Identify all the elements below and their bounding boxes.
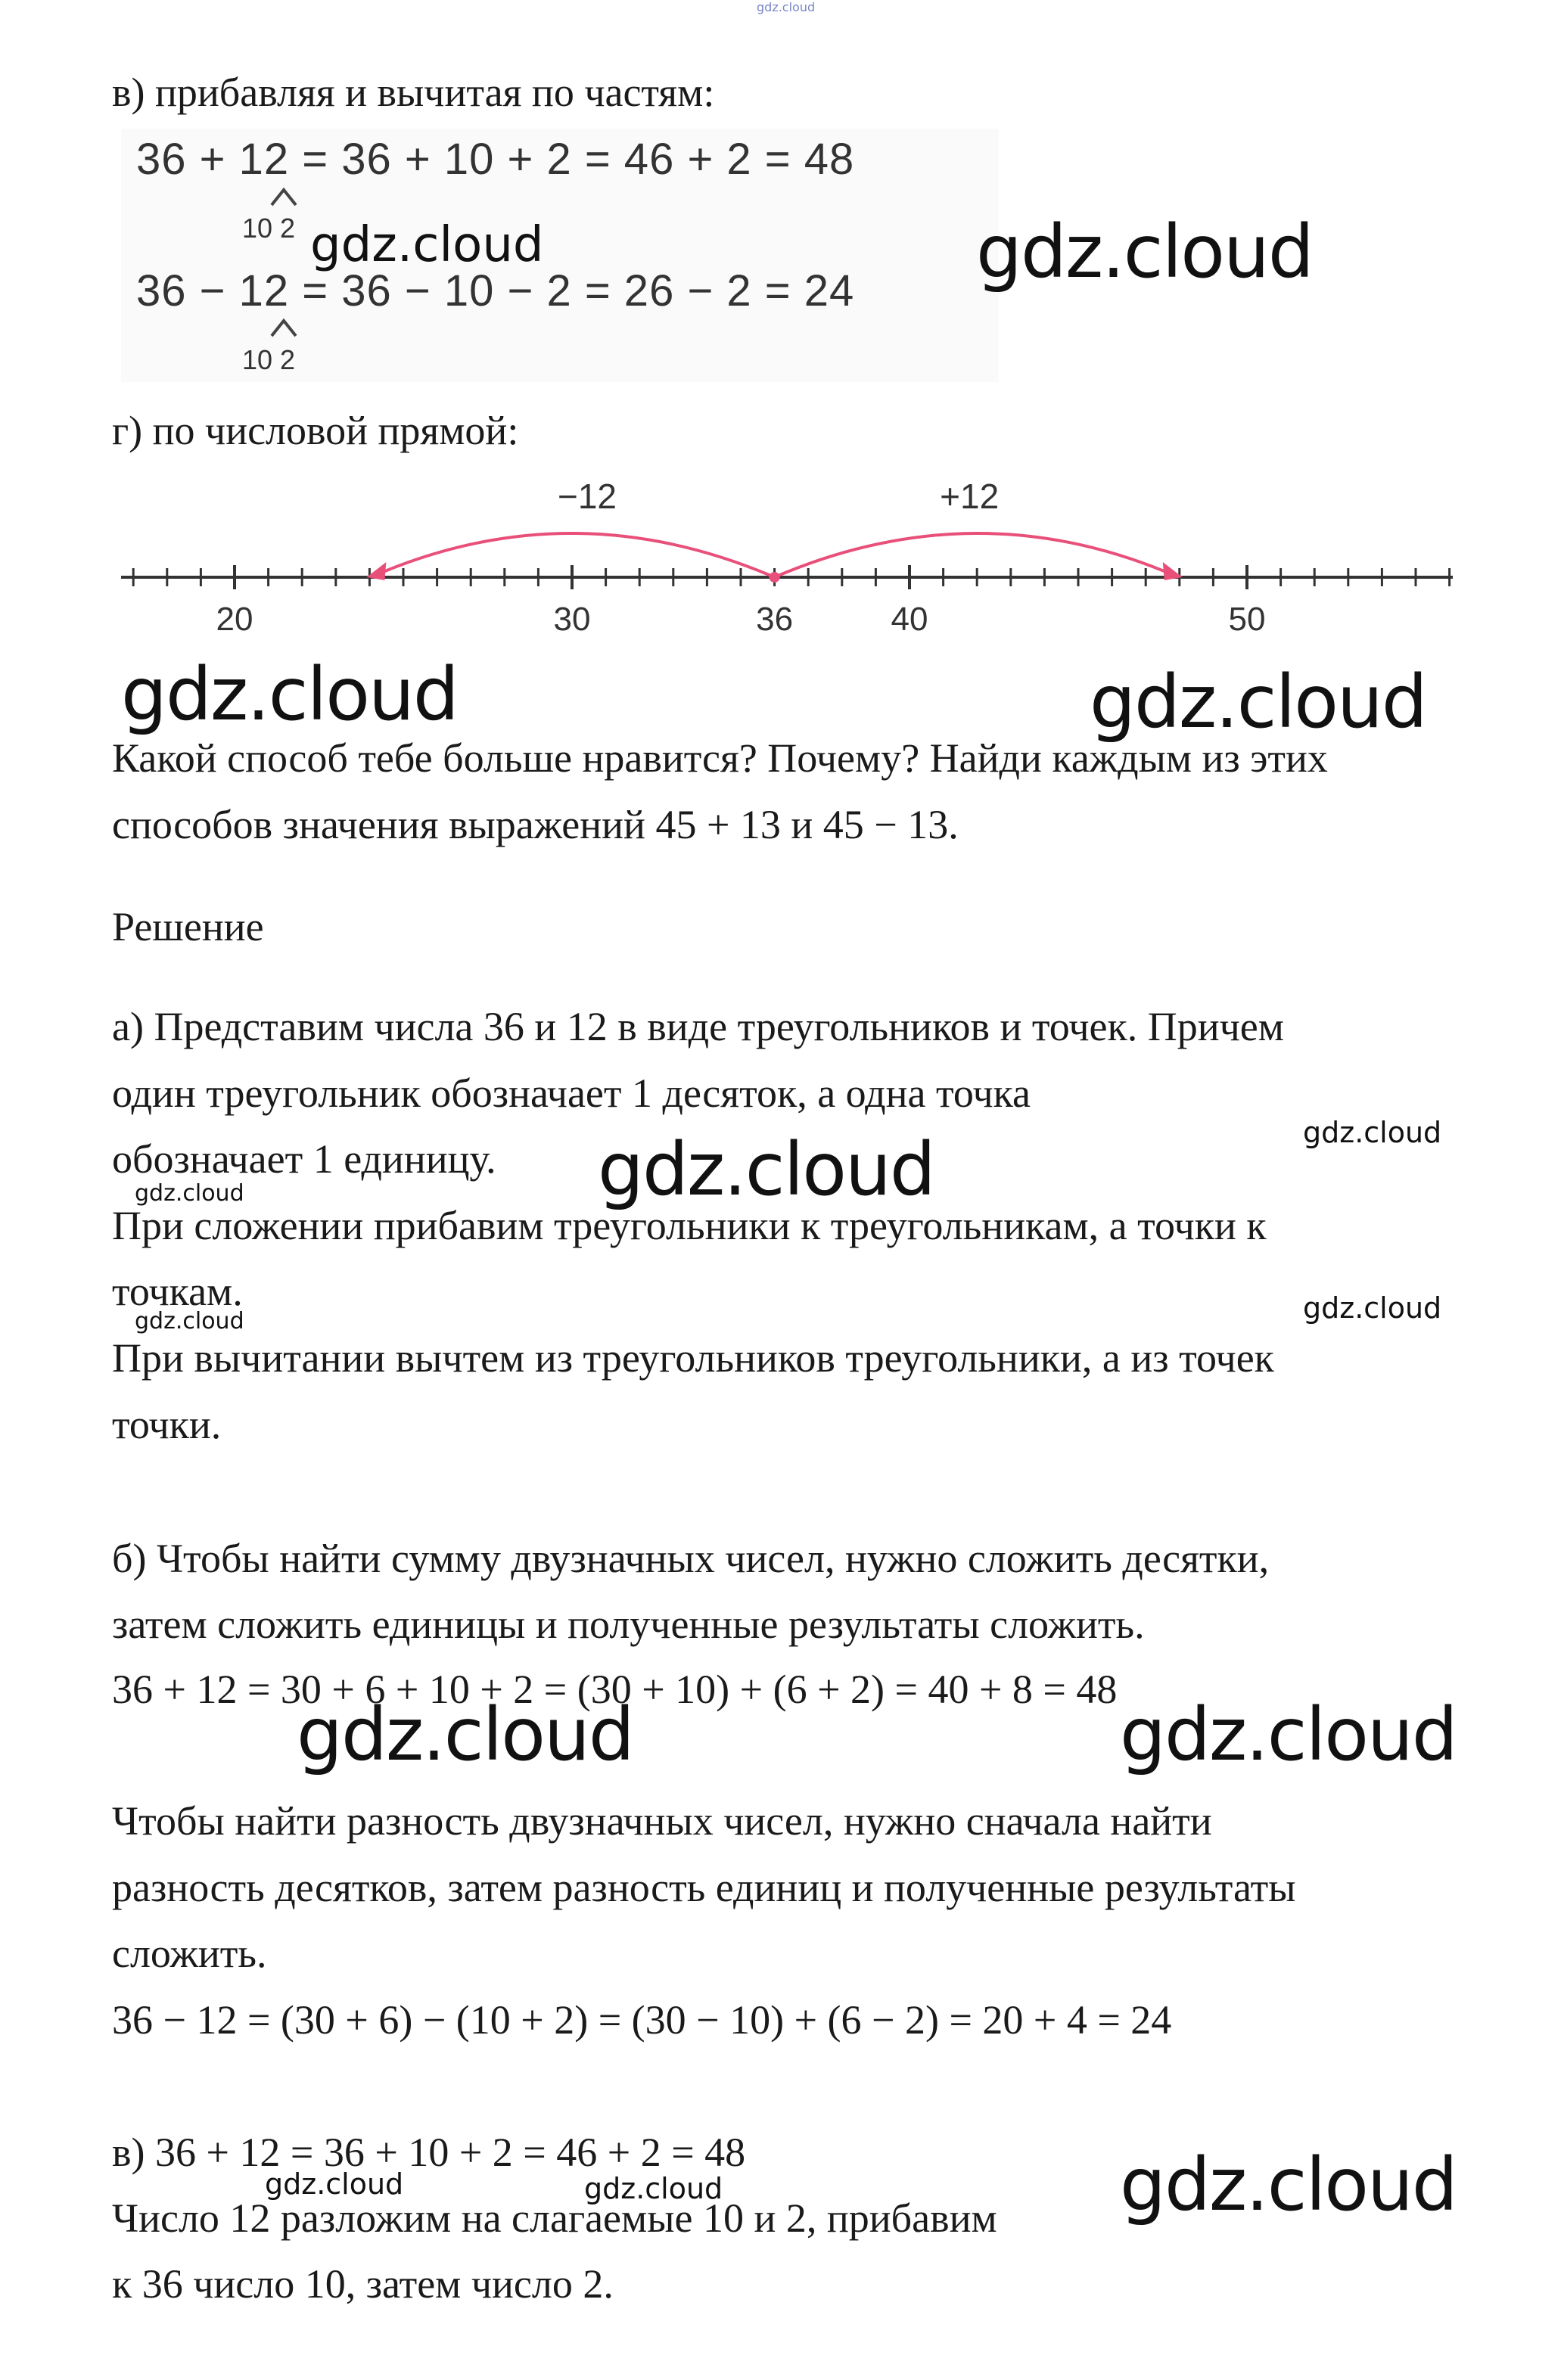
watermark: gdz.cloud — [1303, 1291, 1442, 1325]
watermark: gdz.cloud — [310, 217, 544, 273]
watermark: gdz.cloud — [1090, 660, 1426, 744]
solution-a-line-4: При сложении прибавим треугольники к треугольникам, а точки к — [112, 1203, 1267, 1248]
watermark: gdz.cloud — [265, 2167, 404, 2201]
solution-v-line-1: Число 12 разложим на слагаемые 10 и 2, прибавим — [112, 2195, 997, 2241]
figure-v-split-1: 10 2 — [242, 213, 296, 244]
task-question-line-2: способов значения выражений 45 + 13 и 45 − 13. — [112, 802, 959, 847]
solution-b-equation-2: 36 − 12 = (30 + 6) − (10 + 2) = (30 − 10) + (6 − 2) = 20 + 4 = 24 — [112, 1997, 1172, 2043]
solution-a-line-1: а) Представим числа 36 и 12 в виде треугольников и точек. Причем — [112, 1004, 1284, 1049]
task-question-line-1: Какой способ тебе больше нравится? Почему? Найди каждым из этих — [112, 735, 1328, 781]
caret-icon-2 — [269, 316, 299, 339]
caret-icon-1 — [269, 185, 299, 208]
jump-right-label: +12 — [940, 477, 1000, 516]
solution-v-line-2: к 36 число 10, затем число 2. — [112, 2261, 614, 2307]
number-line-label: 50 — [1228, 601, 1266, 638]
figure-v-equation-1: 36 + 12 = 36 + 10 + 2 = 46 + 2 = 48 — [136, 135, 855, 184]
task-v-heading: в) прибавляя и вычитая по частям: — [112, 70, 715, 115]
solution-a-line-5: точкам. — [112, 1269, 243, 1314]
task-g-heading: г) по числовой прямой: — [112, 408, 519, 453]
jump-left-label: −12 — [557, 477, 617, 516]
watermark: gdz.cloud — [976, 210, 1313, 294]
watermark: gdz.cloud — [1303, 1116, 1442, 1149]
jump-arc-right — [775, 533, 1175, 577]
solution-b-line-3: Чтобы найти разность двузначных чисел, нужно сначала найти — [112, 1798, 1212, 1844]
solution-heading: Решение — [112, 904, 264, 949]
watermark: gdz.cloud — [1120, 1692, 1457, 1777]
number-line-figure — [113, 469, 1460, 666]
watermark: gdz.cloud — [1120, 2142, 1457, 2227]
solution-b-line-5: сложить. — [112, 1931, 267, 1976]
start-point-dot — [770, 572, 780, 583]
top-watermark: gdz.cloud — [757, 0, 816, 14]
solution-b-equation-1: 36 + 12 = 30 + 6 + 10 + 2 = (30 + 10) + (6 + 2) = 40 + 8 = 48 — [112, 1667, 1118, 1712]
number-line-label: 30 — [553, 601, 591, 638]
number-line-label: 36 — [756, 601, 794, 638]
solution-a-line-2: один треугольник обозначает 1 десяток, а одна точка — [112, 1070, 1031, 1116]
watermark: gdz.cloud — [598, 1127, 934, 1212]
solution-v-equation: в) 36 + 12 = 36 + 10 + 2 = 46 + 2 = 48 — [112, 2130, 746, 2175]
number-line-label: 40 — [891, 601, 928, 638]
jump-arc-left — [374, 533, 774, 577]
solution-a-line-3: обозначает 1 единицу. — [112, 1136, 496, 1182]
solution-b-line-1: б) Чтобы найти сумму двузначных чисел, нужно сложить десятки, — [112, 1536, 1270, 1581]
figure-v-equation-2: 36 − 12 = 36 − 10 − 2 = 26 − 2 = 24 — [136, 266, 855, 315]
watermark: gdz.cloud — [135, 1180, 244, 1207]
watermark: gdz.cloud — [121, 652, 458, 737]
watermark: gdz.cloud — [584, 2172, 723, 2205]
solution-a-line-6: При вычитании вычтем из треугольников треугольники, а из точек — [112, 1335, 1274, 1381]
watermark: gdz.cloud — [135, 1308, 244, 1334]
number-line-label: 20 — [216, 601, 253, 638]
figure-v-split-2: 10 2 — [242, 344, 296, 375]
solution-a-line-7: точки. — [112, 1402, 222, 1447]
solution-b-line-4: разность десятков, затем разность единиц и полученные результаты — [112, 1865, 1296, 1910]
solution-b-line-2: затем сложить единицы и полученные результаты сложить. — [112, 1602, 1145, 1647]
watermark: gdz.cloud — [297, 1692, 633, 1777]
